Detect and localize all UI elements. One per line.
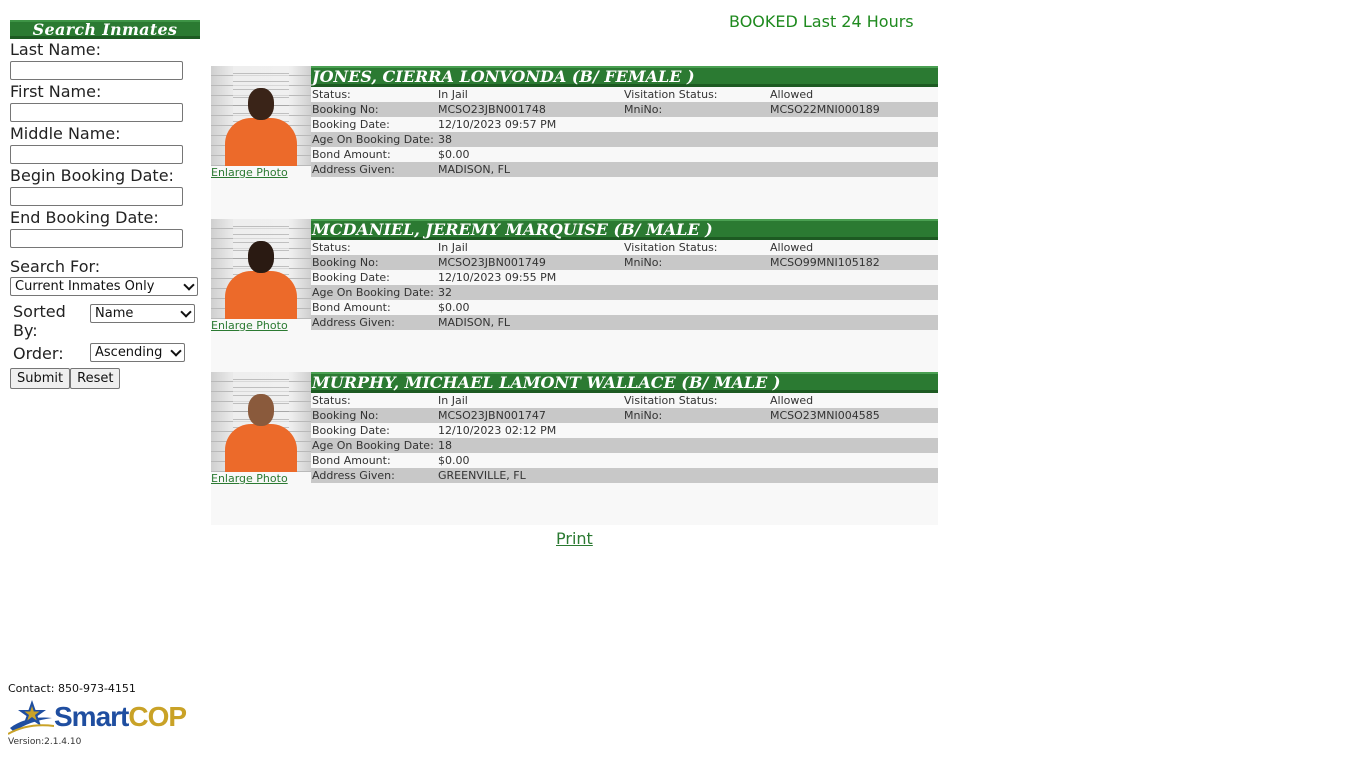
sorted-by-row [10,302,200,340]
mugshot-photo[interactable] [211,219,311,319]
info-row-booking-no [311,102,938,117]
end-booking-date-input[interactable] [10,229,183,248]
middle-name-label: Middle Name: [10,124,121,143]
inmate-results [211,66,938,525]
search-panel-title: Search Inmates [10,20,200,39]
booking-date-label: Booking Date: [312,118,390,131]
inmate-name: JONES, CIERRA LONVONDA (B/ FEMALE ) [311,66,938,87]
age-value: 32 [438,286,452,299]
inmate-head [248,394,274,426]
address-label: Address Given: [312,469,395,482]
info-row-age [311,285,938,300]
inmate-card [211,372,938,525]
orange-uniform [225,118,297,166]
info-row-address [311,162,938,177]
inmate-head [248,241,274,273]
age-value: 38 [438,133,452,146]
form-buttons [10,368,200,389]
mugshot-photo[interactable] [211,66,311,166]
age-label: Age On Booking Date: [312,286,434,299]
info-row-status [311,240,938,255]
orange-uniform [225,271,297,319]
print-link[interactable]: Print [556,529,593,548]
sorted-by-value: Name [95,306,134,321]
first-name-input[interactable] [10,103,183,122]
booking-date-value: 12/10/2023 02:12 PM [438,424,557,437]
inmate-card [211,219,938,372]
booking-date-label: Booking Date: [312,271,390,284]
status-label: Status: [312,88,351,101]
begin-booking-date-input[interactable] [10,187,183,206]
visitation-value: Allowed [770,88,814,101]
last-name-label: Last Name: [10,40,102,59]
info-row-age [311,438,938,453]
contact-info: Contact: 850-973-4151 [8,682,136,695]
info-row-bond [311,147,938,162]
info-row-status [311,87,938,102]
address-value: MADISON, FL [438,163,511,176]
address-value: GREENVILLE, FL [438,469,526,482]
logo-cop-text: COP [128,701,187,732]
end-booking-date-label: End Booking Date: [10,208,159,227]
bond-value: $0.00 [438,148,470,161]
reset-button[interactable]: Reset [70,368,120,389]
submit-button[interactable]: Submit [10,368,70,389]
star-logo-icon [8,698,54,736]
visitation-label: Visitation Status: [624,88,718,101]
inmate-info [311,219,938,330]
order-label: Order: [13,344,64,363]
footer [8,682,208,748]
booking-no-label: Booking No: [312,103,379,116]
mnino-label: MniNo: [624,409,663,422]
chevron-down-icon [180,306,191,317]
info-row-booking-date [311,423,938,438]
bond-value: $0.00 [438,301,470,314]
status-value: In Jail [438,88,468,101]
logo-smart-text: Smart [54,701,129,732]
status-label: Status: [312,241,351,254]
info-row-age [311,132,938,147]
enlarge-photo-link[interactable]: Enlarge Photo [211,319,288,332]
mnino-label: MniNo: [624,256,663,269]
booking-no-value: MCSO23JBN001748 [438,103,546,116]
mnino-value: MCSO23MNI004585 [770,409,880,422]
sorted-by-select[interactable] [90,304,195,323]
enlarge-photo-link[interactable]: Enlarge Photo [211,472,288,485]
booking-no-label: Booking No: [312,409,379,422]
inmate-name: MURPHY, MICHAEL LAMONT WALLACE (B/ MALE ) [311,372,938,393]
search-for-value: Current Inmates Only [15,279,155,294]
inmate-head [248,88,274,120]
visitation-value: Allowed [770,394,814,407]
bond-label: Bond Amount: [312,454,391,467]
booking-no-label: Booking No: [312,256,379,269]
info-row-bond [311,453,938,468]
status-label: Status: [312,394,351,407]
inmate-card [211,66,938,219]
info-row-status [311,393,938,408]
version-text: Version:2.1.4.10 [8,737,82,747]
middle-name-input[interactable] [10,145,183,164]
sorted-by-label: Sorted By: [13,302,66,340]
photo-column [211,372,311,486]
booking-date-value: 12/10/2023 09:55 PM [438,271,557,284]
order-value: Ascending [95,345,163,360]
address-label: Address Given: [312,163,395,176]
photo-column [211,66,311,180]
inmate-info [311,66,938,177]
booking-date-value: 12/10/2023 09:57 PM [438,118,557,131]
visitation-value: Allowed [770,241,814,254]
info-row-address [311,468,938,483]
enlarge-photo-link[interactable]: Enlarge Photo [211,166,288,179]
order-select[interactable] [90,343,185,362]
booking-date-label: Booking Date: [312,424,390,437]
bond-label: Bond Amount: [312,301,391,314]
visitation-label: Visitation Status: [624,394,718,407]
inmate-name: MCDANIEL, JEREMY MARQUISE (B/ MALE ) [311,219,938,240]
inmate-info [311,372,938,483]
info-row-booking-date [311,270,938,285]
search-for-select[interactable] [10,277,198,296]
order-row [10,342,200,364]
status-value: In Jail [438,394,468,407]
begin-booking-date-label: Begin Booking Date: [10,166,174,185]
mnino-label: MniNo: [624,103,663,116]
bond-label: Bond Amount: [312,148,391,161]
mnino-value: MCSO99MNI105182 [770,256,880,269]
chevron-down-icon [183,279,194,290]
search-panel [10,20,200,389]
chevron-down-icon [170,345,181,356]
info-row-booking-no [311,408,938,423]
first-name-label: First Name: [10,82,102,101]
age-label: Age On Booking Date: [312,439,434,452]
smartcop-logo [8,698,208,736]
info-row-booking-no [311,255,938,270]
info-row-booking-date [311,117,938,132]
mnino-value: MCSO22MNI000189 [770,103,880,116]
age-label: Age On Booking Date: [312,133,434,146]
bond-value: $0.00 [438,454,470,467]
status-value: In Jail [438,241,468,254]
address-value: MADISON, FL [438,316,511,329]
last-name-input[interactable] [10,61,183,80]
mugshot-photo[interactable] [211,372,311,472]
info-row-bond [311,300,938,315]
info-row-address [311,315,938,330]
booking-no-value: MCSO23JBN001747 [438,409,546,422]
photo-column [211,219,311,333]
booked-header: BOOKED Last 24 Hours [729,12,914,31]
orange-uniform [225,424,297,472]
address-label: Address Given: [312,316,395,329]
booking-no-value: MCSO23JBN001749 [438,256,546,269]
search-for-label: Search For: [10,257,101,276]
age-value: 18 [438,439,452,452]
visitation-label: Visitation Status: [624,241,718,254]
